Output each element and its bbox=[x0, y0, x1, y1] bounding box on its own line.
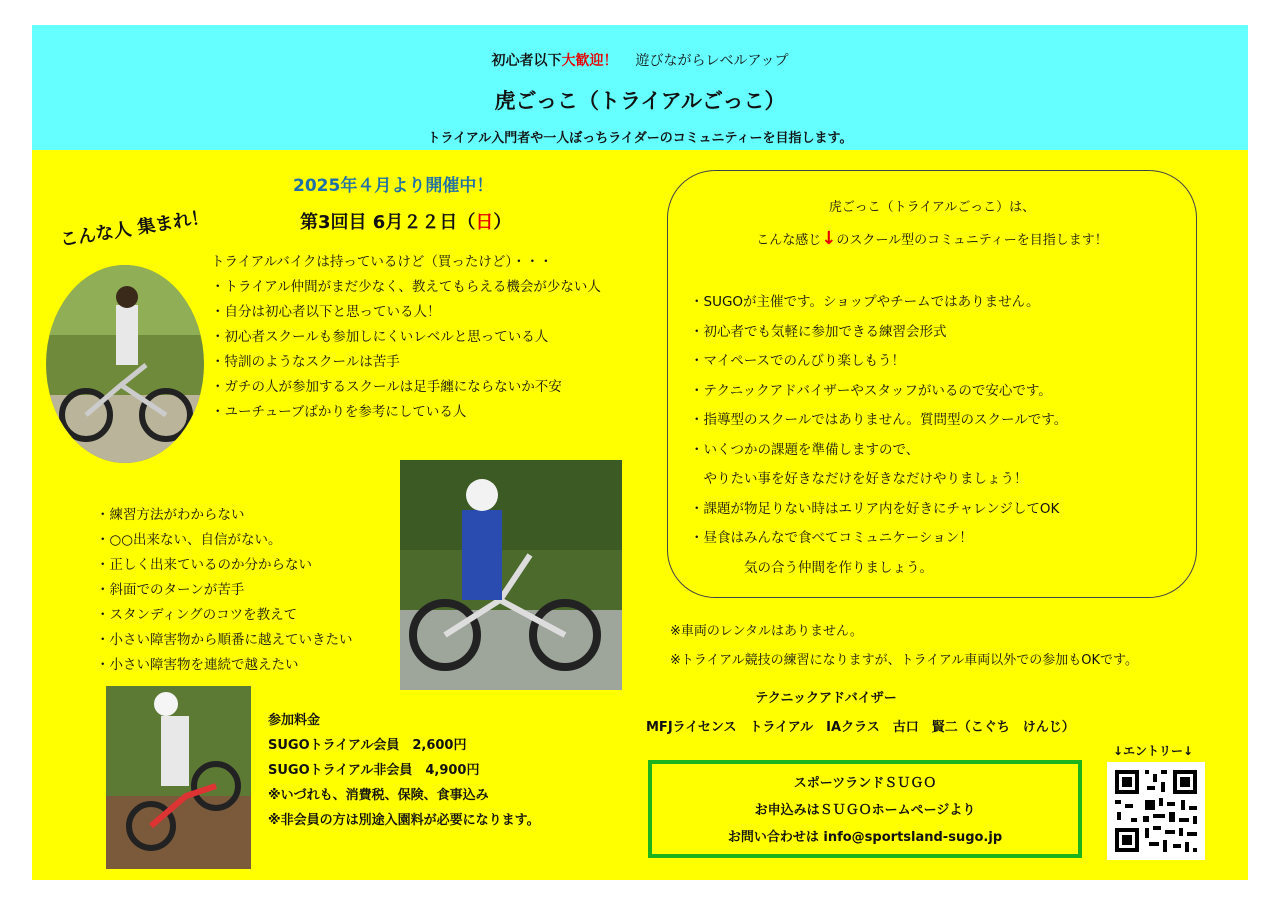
page-title: 虎ごっこ（トライアルごっこ） bbox=[494, 89, 786, 113]
list-item: トライアルバイクは持っているけど（買ったけど）・・・ bbox=[211, 254, 553, 270]
advisor-name: MFJライセンス トライアル IAクラス 古口 賢二（こぐち けんじ） bbox=[646, 720, 1075, 735]
list-item: ・テクニックアドバイザーやスタッフがいるので安心です。 bbox=[690, 382, 1052, 399]
tagline-post: 遊びながらレベルアップ bbox=[635, 53, 789, 69]
list-item: ・正しく出来ているのか分からない bbox=[96, 557, 312, 573]
list-item: ・スタンディングのコツを教えて bbox=[96, 607, 298, 623]
list-item: ・ガチの人が参加するスクールは足手纏にならないか不安 bbox=[211, 379, 562, 395]
list-item: ・自分は初心者以下と思っている人！ bbox=[211, 304, 441, 320]
list-item: 気の合う仲間を作りましょう。 bbox=[690, 559, 933, 576]
rider-photo-center bbox=[400, 460, 622, 690]
note-practice: ※トライアル競技の練習になりますが、トライアル車両以外での参加もOKです。 bbox=[670, 653, 1139, 668]
event-start: 2025年４月より開催中！ bbox=[293, 176, 494, 196]
session-post: ） bbox=[493, 212, 512, 233]
gather-list bbox=[211, 250, 601, 425]
list-item: やりたい事を好きなだけを好きなだけやりましょう！ bbox=[690, 471, 1028, 487]
note-rental: ※車両のレンタルはありません。 bbox=[670, 624, 863, 639]
worries-list bbox=[96, 503, 353, 678]
contact-text bbox=[648, 770, 1082, 851]
list-item: ・斜面でのターンが苦手 bbox=[96, 582, 245, 598]
entry-label: ↓エントリー↓ bbox=[1113, 744, 1194, 758]
fee-member: SUGOトライアル会員 2,600円 bbox=[268, 738, 467, 753]
rider-photo-bottom bbox=[106, 686, 251, 869]
intro-pre: こんな感じ bbox=[756, 233, 822, 248]
list-item: ・初心者スクールも参加しにくいレベルと思っている人 bbox=[211, 329, 549, 345]
list-item: ・ユーチューブばかりを参考にしている人 bbox=[211, 404, 467, 420]
list-item: ・小さい障害物を連続で越えたい bbox=[96, 657, 299, 673]
event-session bbox=[300, 208, 511, 234]
list-item: ・SUGOが主催です。ショップやチームではありません。 bbox=[690, 294, 1040, 310]
down-arrow-icon: ↓ bbox=[821, 228, 837, 249]
fee-note: ※非会員の方は別途入園料が必要になります。 bbox=[268, 813, 540, 828]
header-tagline bbox=[32, 50, 1248, 70]
list-item: ・指導型のスクールではありません。質問型のスクールです。 bbox=[690, 412, 1068, 428]
header-banner bbox=[32, 25, 1248, 150]
gather-heading: こんな人 集まれ！ bbox=[58, 206, 211, 251]
list-item: ・昼食はみんなで食べてコミュニケーション！ bbox=[690, 530, 973, 546]
list-item: ・初心者でも気軽に参加できる練習会形式 bbox=[690, 323, 947, 340]
fee-nonmember: SUGOトライアル非会員 4,900円 bbox=[268, 763, 480, 778]
fee-block bbox=[268, 708, 540, 833]
list-item: ・課題が物足りない時はエリア内を好きにチャレンジしてOK bbox=[690, 500, 1060, 517]
intro-post: のスクール型のコミュニティーを目指します！ bbox=[836, 233, 1108, 248]
contact-org: スポーツランドＳＵＧＯ bbox=[793, 776, 937, 791]
session-pre: 第3回目 6月２２日（ bbox=[300, 212, 476, 233]
rider-photo-oval bbox=[46, 265, 204, 463]
session-day: 日 bbox=[475, 212, 494, 233]
advisor-heading: テクニックアドバイザー bbox=[755, 691, 897, 706]
contact-email[interactable]: お問い合わせは info@sportsland-sugo.jp bbox=[727, 830, 1003, 845]
about-intro-line2 bbox=[667, 228, 1197, 249]
about-intro: 虎ごっこ（トライアルごっこ）は、 bbox=[828, 200, 1036, 215]
list-item: ・いくつかの課題を準備しますので、 bbox=[690, 441, 920, 458]
fee-note: ※いづれも、消費税、保険、食事込み bbox=[268, 788, 489, 803]
list-item: ・○○出来ない、自信がない。 bbox=[96, 532, 282, 548]
list-item: ・トライアル仲間がまだ少なく、教えてもらえる機会が少ない人 bbox=[211, 279, 601, 295]
header-subtitle: トライアル入門者や一人ぼっちライダーのコミュニティーを目指します。 bbox=[427, 131, 853, 146]
tagline-highlight: 大歓迎！ bbox=[561, 53, 618, 69]
about-list bbox=[690, 288, 1067, 583]
contact-apply: お申込みはＳＵＧＯホームページより bbox=[754, 803, 976, 818]
list-item: ・小さい障害物から順番に越えていきたい bbox=[96, 632, 353, 648]
tagline-pre: 初心者以下 bbox=[491, 53, 562, 69]
fee-heading: 参加料金 bbox=[268, 713, 321, 728]
list-item: ・練習方法がわからない bbox=[96, 507, 245, 523]
list-item: ・マイペースでのんびり楽しもう！ bbox=[690, 353, 906, 369]
entry-qr-code[interactable] bbox=[1107, 762, 1205, 860]
list-item: ・特訓のようなスクールは苦手 bbox=[211, 354, 400, 370]
